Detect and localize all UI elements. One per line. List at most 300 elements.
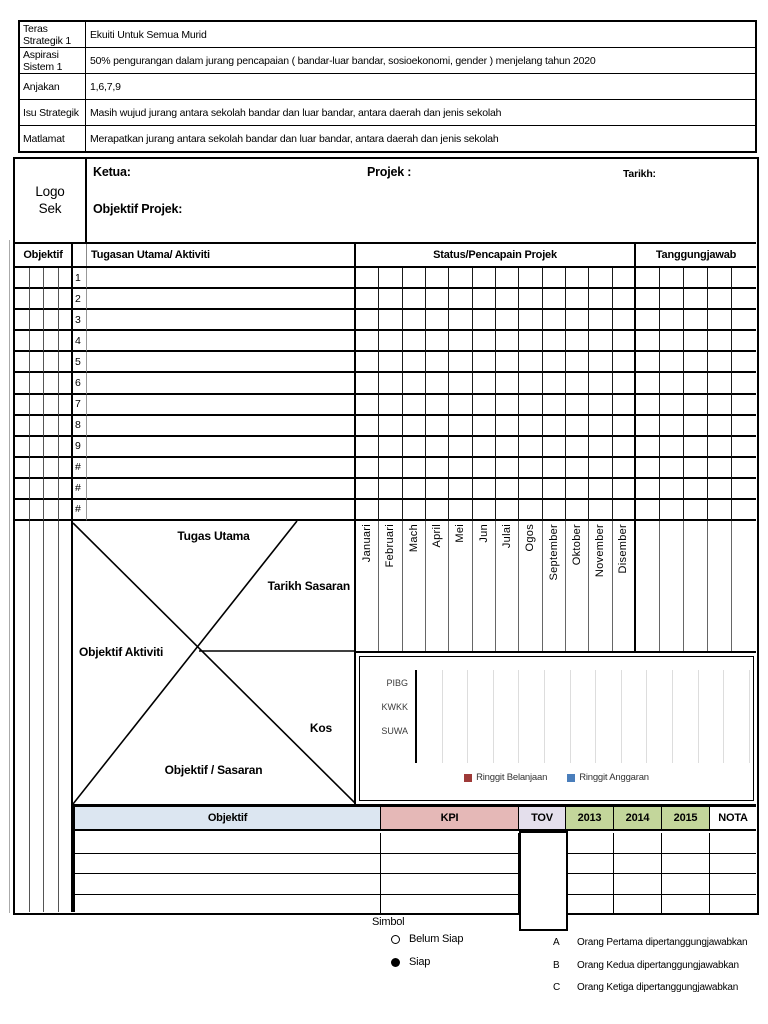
status-cell <box>589 500 612 521</box>
label-objektif-aktiviti: Objektif Aktiviti <box>79 645 164 659</box>
objektif-cell <box>59 289 74 310</box>
objektif-cell <box>59 352 74 373</box>
tanggungjawab-cell <box>732 458 756 479</box>
status-cell <box>566 352 589 373</box>
tanggungjawab-cell <box>708 268 732 289</box>
chart-category-label: KWKK <box>381 702 408 712</box>
tanggungjawab-cell <box>684 479 708 500</box>
tanggungjawab-month-cell <box>636 521 660 651</box>
tanggungjawab-cell <box>636 331 660 352</box>
status-cell <box>379 373 402 394</box>
bottom-cell <box>75 895 381 916</box>
tanggungjawab-cell <box>708 331 732 352</box>
tanggungjawab-cell <box>732 395 756 416</box>
tanggungjawab-cell <box>660 352 684 373</box>
tanggungjawab-cell <box>708 479 732 500</box>
status-cell <box>449 331 472 352</box>
grid-row <box>15 395 756 416</box>
row-number-cell: 8 <box>73 416 87 437</box>
month-cell <box>379 521 402 651</box>
row-label: Aspirasi Sistem 1 <box>20 48 86 73</box>
tanggungjawab-cell <box>684 500 708 521</box>
status-cell <box>403 395 426 416</box>
status-cell <box>543 395 566 416</box>
status-cell <box>356 373 379 394</box>
tugasan-cell <box>87 500 356 521</box>
status-cell <box>496 416 519 437</box>
bottom-cell <box>614 874 662 895</box>
tanggungjawab-cell <box>684 268 708 289</box>
status-cell <box>356 479 379 500</box>
status-cell <box>543 310 566 331</box>
month-cell <box>403 521 426 651</box>
month-cell <box>473 521 496 651</box>
tov-merged-cell <box>519 831 568 931</box>
tanggungjawab-cell <box>708 416 732 437</box>
objektif-cell <box>59 437 74 458</box>
status-cell <box>403 373 426 394</box>
tanggungjawab-month-cell <box>708 521 732 651</box>
status-cell <box>379 437 402 458</box>
status-cell <box>379 310 402 331</box>
row-label: Isu Strategik <box>20 100 86 125</box>
status-cell <box>356 437 379 458</box>
objektif-cell <box>30 310 45 331</box>
status-cell <box>449 310 472 331</box>
chart-gridline <box>672 670 673 763</box>
status-cell <box>403 310 426 331</box>
row-label: Anjakan <box>20 74 86 99</box>
status-cell <box>566 500 589 521</box>
grid-row <box>15 500 756 521</box>
tanggungjawab-cell <box>732 416 756 437</box>
status-cell <box>613 395 636 416</box>
label-objektif-sasaran: Objektif / Sasaran <box>164 763 263 777</box>
month-label: Julai <box>501 524 514 549</box>
objektif-cell <box>44 373 59 394</box>
status-cell <box>356 416 379 437</box>
status-cell <box>566 373 589 394</box>
bottom-cell <box>381 854 519 875</box>
month-cell <box>566 521 589 651</box>
status-cell <box>426 331 449 352</box>
status-cell <box>543 458 566 479</box>
objektif-cell <box>15 268 30 289</box>
status-cell <box>473 500 496 521</box>
status-cell <box>566 289 589 310</box>
label-tugas-utama: Tugas Utama <box>177 529 250 543</box>
tanggungjawab-cell <box>684 395 708 416</box>
objektif-cell <box>30 331 45 352</box>
row-number-cell: # <box>73 458 87 479</box>
legend-label: Ringgit Belanjaan <box>476 772 548 783</box>
status-cell <box>566 437 589 458</box>
status-cell <box>473 352 496 373</box>
objektif-cell <box>30 268 45 289</box>
status-cell <box>566 395 589 416</box>
status-cell <box>379 268 402 289</box>
objektif-cell <box>44 352 59 373</box>
objektif-cell <box>44 479 59 500</box>
status-cell <box>613 458 636 479</box>
status-cell <box>496 500 519 521</box>
tanggungjawab-cell <box>636 268 660 289</box>
tanggungjawab-cell <box>708 395 732 416</box>
bottom-cell <box>614 833 662 854</box>
letter-c: C <box>553 982 561 993</box>
objektif-cell <box>44 268 59 289</box>
status-cell <box>473 310 496 331</box>
status-cell <box>403 268 426 289</box>
status-cell <box>589 373 612 394</box>
tanggungjawab-cell <box>684 373 708 394</box>
top-table-row <box>20 100 755 126</box>
tanggungjawab-cell <box>684 352 708 373</box>
objektif-cell <box>30 416 45 437</box>
status-cell <box>426 479 449 500</box>
tanggungjawab-cell <box>660 331 684 352</box>
tanggungjawab-cell <box>636 289 660 310</box>
chart-category-label: PIBG <box>386 678 408 688</box>
tanggungjawab-cell <box>660 310 684 331</box>
legend-label: Ringgit Anggaran <box>579 772 649 783</box>
grid-header <box>15 244 756 268</box>
status-cell <box>613 500 636 521</box>
status-cell <box>519 289 542 310</box>
tanggungjawab-cell <box>708 352 732 373</box>
status-cell <box>449 395 472 416</box>
tanggungjawab-cell <box>636 500 660 521</box>
label-tarikh-sasaran: Tarikh Sasaran <box>267 579 350 593</box>
chart-legend-item <box>464 772 547 783</box>
month-cell <box>496 521 519 651</box>
tanggungjawab-cell <box>708 500 732 521</box>
bottom-row <box>75 874 756 895</box>
bottom-row <box>75 854 756 875</box>
months-band <box>356 521 756 653</box>
logo-cell <box>15 159 87 242</box>
projek-label: Projek : <box>367 165 412 179</box>
row-number-cell: 3 <box>73 310 87 331</box>
bottom-cell <box>381 895 519 916</box>
tanggungjawab-cell <box>732 500 756 521</box>
tugasan-cell <box>87 310 356 331</box>
row-number-cell: 5 <box>73 352 87 373</box>
objektif-cell <box>44 289 59 310</box>
tanggungjawab-cell <box>636 458 660 479</box>
tanggungjawab-cell <box>660 479 684 500</box>
grid-row <box>15 458 756 479</box>
objektif-cell <box>59 310 74 331</box>
month-label: April <box>431 524 444 548</box>
status-cell <box>496 331 519 352</box>
status-cell <box>379 289 402 310</box>
row-value: Ekuiti Untuk Semua Murid <box>90 28 207 41</box>
filled-circle-icon <box>391 958 400 967</box>
status-cell <box>543 289 566 310</box>
status-cell <box>613 437 636 458</box>
status-cell <box>589 268 612 289</box>
col-tugasan-header: Tugasan Utama/ Aktiviti <box>87 244 356 266</box>
row-number-cell: 4 <box>73 331 87 352</box>
status-cell <box>566 268 589 289</box>
status-cell <box>449 458 472 479</box>
row-value: 1,6,7,9 <box>90 80 121 93</box>
status-cell <box>426 458 449 479</box>
project-sheet <box>13 157 759 915</box>
status-cell <box>519 458 542 479</box>
status-cell <box>426 437 449 458</box>
status-cell <box>589 395 612 416</box>
kpi-table-body <box>75 833 756 915</box>
status-cell <box>403 458 426 479</box>
row-label: Matlamat <box>20 126 86 151</box>
tugasan-cell <box>87 373 356 394</box>
objektif-cell <box>30 437 45 458</box>
month-cell <box>426 521 449 651</box>
tanggungjawab-cell <box>684 331 708 352</box>
label-kos: Kos <box>309 721 332 735</box>
letter-a-label: Orang Pertama dipertanggungjawabkan <box>577 937 748 948</box>
status-cell <box>426 268 449 289</box>
status-cell <box>613 310 636 331</box>
status-cell <box>519 310 542 331</box>
objektif-cell <box>44 416 59 437</box>
bottom-cell <box>75 874 381 895</box>
tanggungjawab-cell <box>708 289 732 310</box>
bottom-cell <box>662 833 710 854</box>
status-cell <box>519 479 542 500</box>
symbol-belum-siap <box>391 933 463 945</box>
grid-row <box>15 268 756 289</box>
chart-gridline <box>723 670 724 763</box>
status-cell <box>426 352 449 373</box>
objektif-cell <box>30 479 45 500</box>
tugasan-cell <box>87 437 356 458</box>
bottom-cell <box>75 833 381 854</box>
row-label: Teras Strategik 1 <box>20 22 86 47</box>
tanggungjawab-cell <box>732 479 756 500</box>
status-cell <box>379 416 402 437</box>
tanggungjawab-cell <box>732 268 756 289</box>
status-cell <box>473 437 496 458</box>
status-cell <box>496 268 519 289</box>
status-cell <box>473 479 496 500</box>
month-cell <box>356 521 379 651</box>
status-cell <box>543 352 566 373</box>
tanggungjawab-cell <box>684 289 708 310</box>
bottom-cell <box>566 874 614 895</box>
month-label: Oktober <box>571 524 584 566</box>
letter-c-label: Orang Ketiga dipertanggungjawabkan <box>577 982 739 993</box>
kpi-table-header <box>75 807 756 831</box>
chart-gridline <box>544 670 545 763</box>
bottom-header-cell: TOV <box>519 807 566 829</box>
status-cell <box>356 310 379 331</box>
letter-a-row <box>553 937 747 948</box>
status-cell <box>519 268 542 289</box>
status-cell <box>379 352 402 373</box>
status-cell <box>473 331 496 352</box>
tanggungjawab-cell <box>732 310 756 331</box>
status-cell <box>496 395 519 416</box>
chart-legend <box>360 772 753 783</box>
tanggungjawab-cell <box>636 479 660 500</box>
status-cell <box>403 437 426 458</box>
objektif-cell <box>15 416 30 437</box>
tugasan-cell <box>87 352 356 373</box>
grid-row <box>15 289 756 310</box>
month-cell <box>613 521 636 651</box>
grid-row <box>15 373 756 394</box>
tarikh-label: Tarikh: <box>623 168 656 180</box>
row-number-cell: 9 <box>73 437 87 458</box>
tanggungjawab-month-cell <box>732 521 756 651</box>
objektif-cell <box>30 458 45 479</box>
status-cell <box>426 395 449 416</box>
status-cell <box>613 416 636 437</box>
bottom-cell <box>662 874 710 895</box>
status-cell <box>403 289 426 310</box>
status-cell <box>543 416 566 437</box>
tanggungjawab-cell <box>732 373 756 394</box>
grid-row <box>15 352 756 373</box>
chart-gridline <box>518 670 519 763</box>
status-cell <box>449 437 472 458</box>
simbol-title: Simbol <box>372 916 405 928</box>
col-blank-header <box>73 244 87 266</box>
status-cell <box>379 395 402 416</box>
status-cell <box>473 416 496 437</box>
objektif-cell <box>59 416 74 437</box>
tanggungjawab-cell <box>732 352 756 373</box>
letter-b-label: Orang Kedua dipertanggungjawabkan <box>577 960 739 971</box>
tanggungjawab-cell <box>660 268 684 289</box>
symbol-label: Siap <box>409 956 431 968</box>
objektif-cell <box>15 458 30 479</box>
objektif-cell <box>59 373 74 394</box>
status-cell <box>426 289 449 310</box>
bottom-cell <box>566 833 614 854</box>
status-cell <box>613 479 636 500</box>
letter-c-row <box>553 982 738 993</box>
month-cell <box>449 521 472 651</box>
tanggungjawab-month-cell <box>660 521 684 651</box>
status-cell <box>426 310 449 331</box>
objektif-cell <box>15 331 30 352</box>
status-cell <box>543 437 566 458</box>
objektif-cell <box>30 500 45 521</box>
tanggungjawab-cell <box>660 500 684 521</box>
col-objektif-header: Objektif <box>15 244 73 266</box>
objektif-cell <box>59 500 74 521</box>
status-cell <box>379 458 402 479</box>
chart-gridline <box>698 670 699 763</box>
objektif-cell <box>59 268 74 289</box>
ketua-label: Ketua: <box>93 165 131 179</box>
objektif-cell <box>15 500 30 521</box>
bottom-cell <box>381 833 519 854</box>
chart-gridline <box>595 670 596 763</box>
status-cell <box>449 352 472 373</box>
status-cell <box>473 268 496 289</box>
status-cell <box>613 289 636 310</box>
tugasan-cell <box>87 331 356 352</box>
objektif-cell <box>44 500 59 521</box>
status-cell <box>543 331 566 352</box>
month-label: November <box>594 524 607 578</box>
status-cell <box>613 331 636 352</box>
objektif-cell <box>15 479 30 500</box>
budget-chart <box>359 656 754 801</box>
grid-row <box>15 479 756 500</box>
month-label: Februari <box>384 524 397 568</box>
bottom-cell <box>710 895 756 916</box>
top-table-row <box>20 48 755 74</box>
status-cell <box>403 500 426 521</box>
status-cell <box>519 395 542 416</box>
objektif-cell <box>15 373 30 394</box>
tanggungjawab-cell <box>684 458 708 479</box>
tanggungjawab-cell <box>708 437 732 458</box>
tanggungjawab-cell <box>732 437 756 458</box>
x-diagram <box>73 521 356 804</box>
objektif-cell <box>30 373 45 394</box>
bottom-header-cell: NOTA <box>710 807 756 829</box>
month-label: Mei <box>454 524 467 543</box>
col-tanggungjawab-header: Tanggungjawab <box>655 249 737 261</box>
status-cell <box>356 500 379 521</box>
letter-b-row <box>553 960 739 971</box>
row-value: 50% pengurangan dalam jurang pencapaian ( bandar-luar bandar, sosioekonomi, gender ) menjelang tahun 2020 <box>90 54 596 67</box>
grid-row <box>15 437 756 458</box>
status-cell <box>613 268 636 289</box>
col-status-header: Status/Pencapain Projek <box>356 244 636 266</box>
row-value: Masih wujud jurang antara sekolah bandar dan luar bandar, antara daerah dan jenis sekolah <box>90 106 502 119</box>
bottom-cell <box>75 854 381 875</box>
bottom-cell <box>614 895 662 916</box>
status-cell <box>379 500 402 521</box>
bottom-cell <box>662 895 710 916</box>
month-label: September <box>547 524 560 581</box>
status-cell <box>403 331 426 352</box>
objektif-cell <box>15 395 30 416</box>
status-cell <box>543 500 566 521</box>
top-table-row <box>20 22 755 48</box>
bottom-cell <box>662 854 710 875</box>
status-cell <box>566 458 589 479</box>
row-number-cell: 1 <box>73 268 87 289</box>
bottom-cell <box>710 854 756 875</box>
status-cell <box>449 289 472 310</box>
objektif-cell <box>59 479 74 500</box>
status-cell <box>379 331 402 352</box>
tanggungjawab-cell <box>636 395 660 416</box>
row-number-cell: # <box>73 500 87 521</box>
status-cell <box>426 500 449 521</box>
objektif-cell <box>15 437 30 458</box>
month-label: Ogos <box>524 524 537 552</box>
status-cell <box>519 331 542 352</box>
tanggungjawab-cell <box>660 395 684 416</box>
status-cell <box>519 352 542 373</box>
status-cell <box>356 289 379 310</box>
status-cell <box>449 268 472 289</box>
status-cell <box>449 500 472 521</box>
chart-gridline <box>442 670 443 763</box>
bottom-header-cell: KPI <box>381 807 519 829</box>
status-cell <box>589 416 612 437</box>
